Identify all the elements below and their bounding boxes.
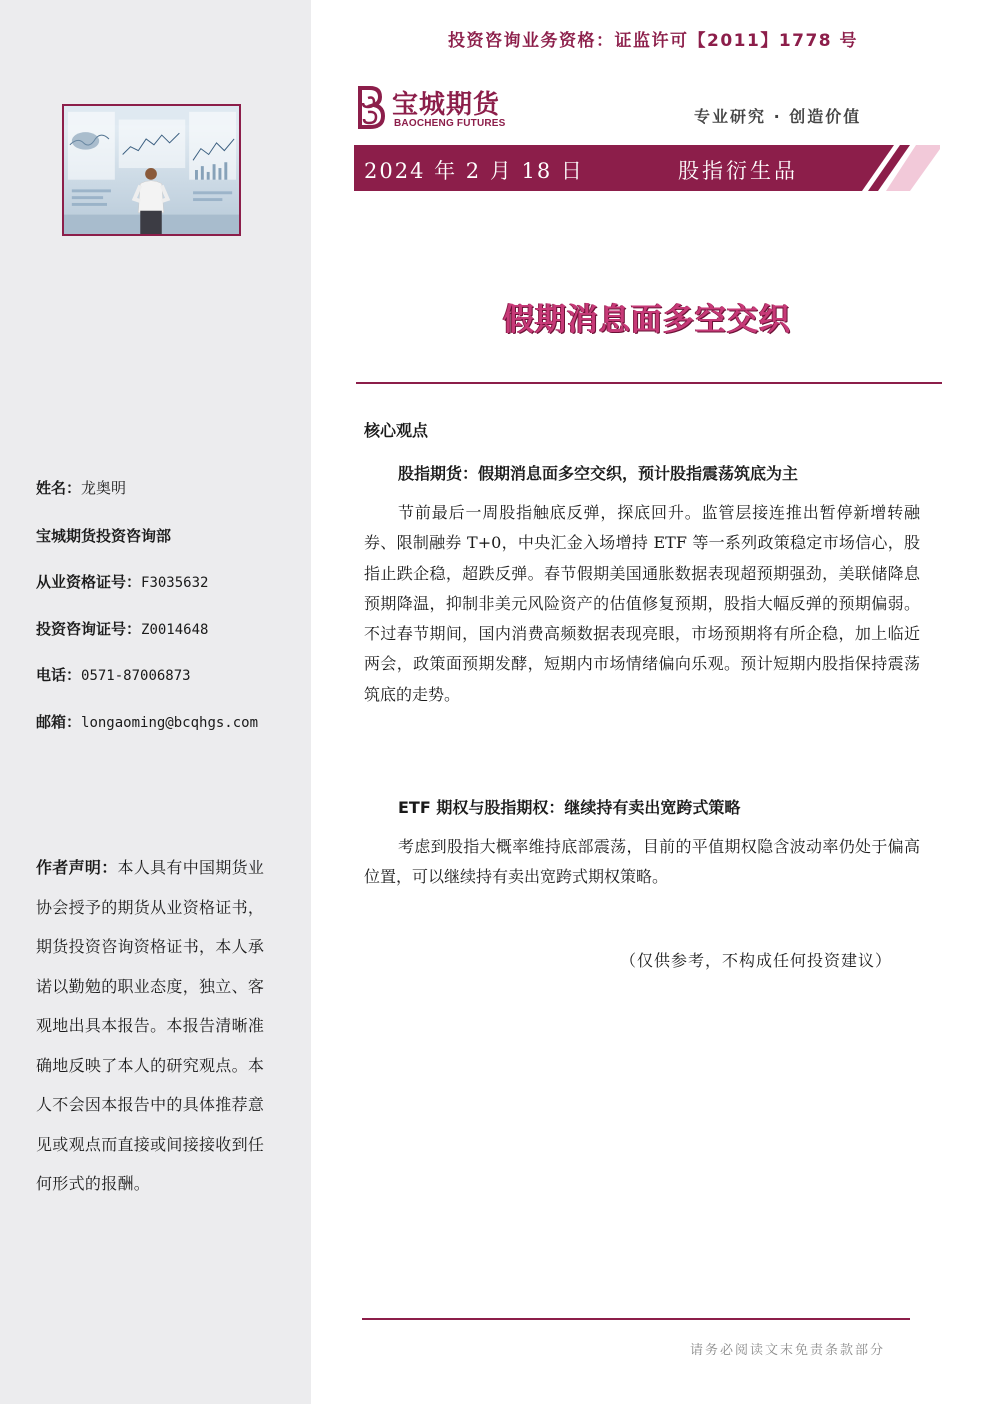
- company-logo: [356, 84, 536, 132]
- businessman-charts-illustration: [64, 106, 239, 234]
- report-title: 假期消息面多空交织: [503, 302, 791, 338]
- baocheng-logo-icon: [356, 84, 390, 130]
- slogan: 专业研究 · 创造价值: [694, 107, 862, 126]
- email: [36, 711, 258, 732]
- qualification-value: F3035632: [141, 575, 209, 591]
- cover-image: [62, 104, 241, 236]
- license-text: 投资咨询业务资格：证监许可【2011】1778 号: [448, 31, 859, 51]
- footer-divider: [362, 1318, 910, 1320]
- logo-english-name: BAOCHENG FUTURES: [394, 118, 506, 129]
- qualification-label: 从业资格证号：: [36, 573, 142, 591]
- footer-disclaimer: 请务必阅读文末免责条款部分: [690, 1343, 886, 1358]
- logo-chinese-name: 宝城期货: [392, 90, 501, 120]
- core-view-heading: 核心观点: [364, 421, 429, 440]
- name-label: 姓名：: [36, 479, 82, 497]
- email-value[interactable]: longaoming@bcqhgs.com: [81, 715, 259, 731]
- phone: [36, 664, 191, 685]
- statement-label: 作者声明：: [36, 858, 118, 877]
- reference-note: （仅供参考，不构成任何投资建议）: [620, 951, 893, 970]
- email-label: 邮箱：: [36, 713, 82, 731]
- sidebar: [0, 0, 311, 1404]
- futures-paragraph: 节前最后一周股指触底反弹，探底回升。监管层接连推出暂停新增转融券、限制融券 T+0，中央汇金入场增持 ETF 等一系列政策稳定市场信心，股指止跌企稳，超跌反弹。春节假期美国通胀数据表现超预期强劲，美联储降息预期降温，抑制非美元风险资产的估值修复预期，股指大幅反弹的预期偏弱。不过春节期间，国内消费高频数据表现亮眼，市场预期将有所企稳，加上临近两会，政策面预期发酵，短期内市场情绪偏向乐观。预计短期内股指保持震荡筑底的走势。: [364, 503, 920, 704]
- date-banner: [354, 145, 940, 191]
- report-date: 2024 年 2 月 18 日: [364, 159, 584, 183]
- name-value: 龙奥明: [81, 479, 127, 497]
- qualification-number: [36, 571, 208, 592]
- options-subheading: ETF 期权与股指期权：继续持有卖出宽跨式策略: [398, 798, 741, 817]
- report-category: 股指衍生品: [678, 159, 798, 183]
- author-name: [36, 477, 126, 498]
- author-statement: [36, 848, 272, 1204]
- consulting-number: [36, 618, 208, 639]
- futures-subheading: 股指期货：假期消息面多空交织，预计股指震荡筑底为主: [398, 464, 799, 483]
- consulting-value: Z0014648: [141, 622, 209, 638]
- phone-label: 电话：: [36, 666, 82, 684]
- phone-value: 0571-87006873: [81, 668, 191, 684]
- department: 宝城期货投资咨询部: [36, 527, 172, 545]
- options-paragraph: 考虑到股指大概率维持底部震荡，目前的平值期权隐含波动率仍处于偏高位置，可以继续持有卖出宽跨式期权策略。: [364, 837, 920, 887]
- statement-text: 本人具有中国期货业协会授予的期货从业资格证书，期货投资咨询资格证书，本人承诺以勤勉的职业态度，独立、客观地出具本报告。本报告清晰准确地反映了本人的研究观点。本人不会因本报告中的具体推荐意见或观点而直接或间接接收到任何形式的报酬。: [36, 858, 265, 1193]
- title-divider: [356, 382, 942, 384]
- consulting-label: 投资咨询证号：: [36, 620, 142, 638]
